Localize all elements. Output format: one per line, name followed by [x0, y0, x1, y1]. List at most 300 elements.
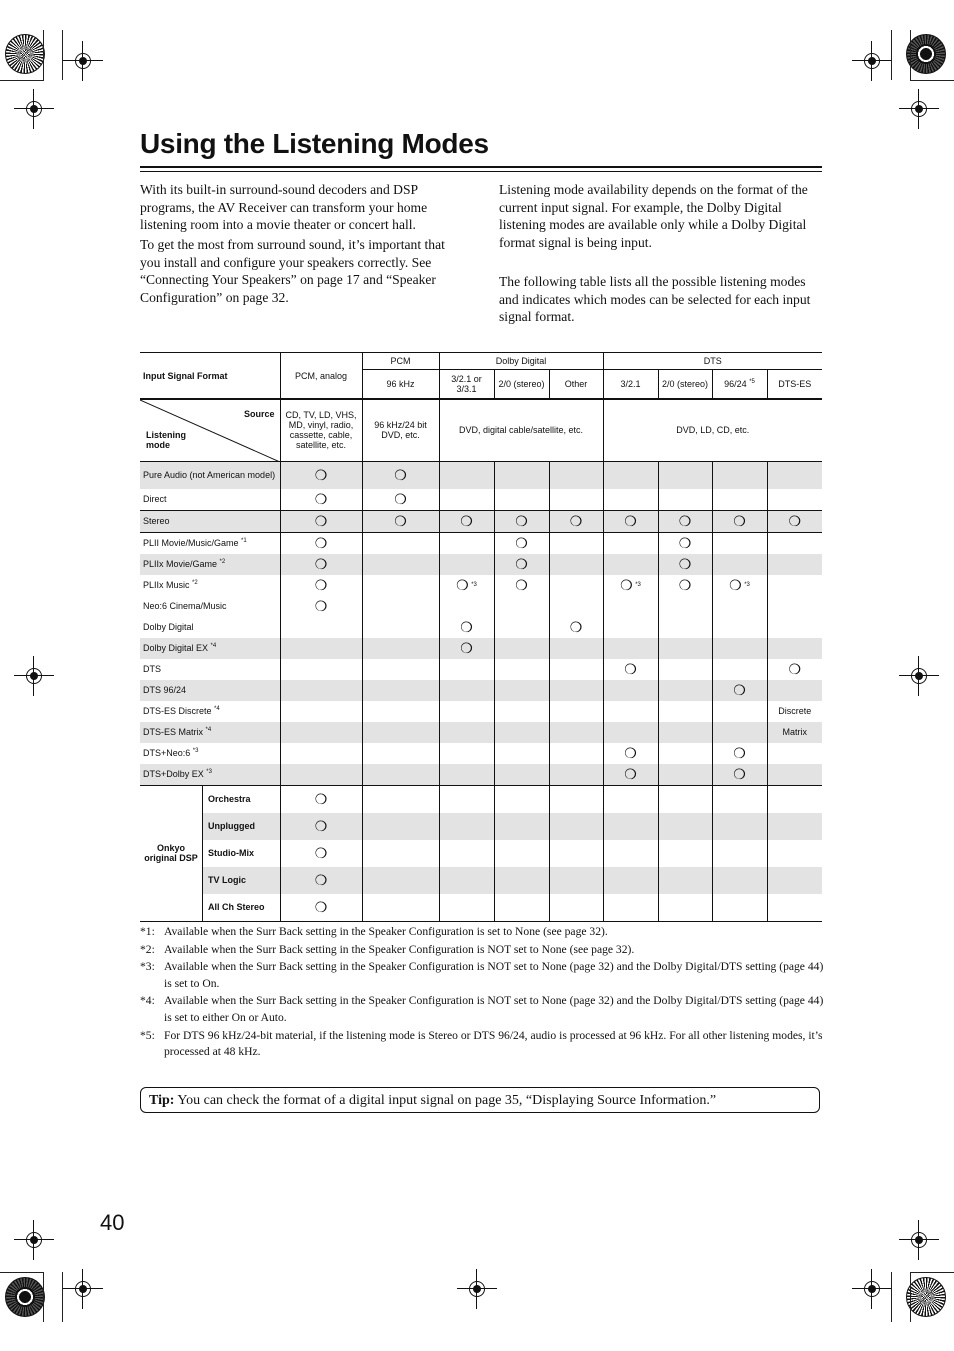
- empty-cell: [362, 532, 439, 554]
- availability-mark: [439, 617, 494, 638]
- empty-cell: [439, 554, 494, 575]
- footnote-5: *5: For DTS 96 kHz/24-bit material, if the listening mode is Stereo or DTS 96/24, audio is processed at 96 kHz. For all other listening modes, it’s processed at 48 kHz.: [140, 1028, 823, 1059]
- empty-cell: [549, 867, 603, 894]
- circle-icon: ❍: [314, 818, 328, 834]
- availability-mark: [280, 596, 362, 617]
- availability-mark: [658, 575, 712, 596]
- empty-cell: [549, 554, 603, 575]
- circle-icon: ❍: [460, 513, 473, 529]
- empty-cell: [767, 461, 822, 489]
- mode-row: [140, 596, 822, 617]
- empty-cell: [362, 554, 439, 575]
- circle-icon: ❍: [624, 766, 637, 782]
- availability-mark: ❍ $^{*3}$: [439, 575, 494, 596]
- header-dd-20: 2/0 (stereo): [494, 370, 549, 400]
- empty-cell: [712, 659, 767, 680]
- circle-icon: ❍: [569, 619, 583, 635]
- empty-cell: [712, 617, 767, 638]
- circle-icon: ❍: [394, 491, 407, 507]
- empty-cell: [439, 743, 494, 764]
- empty-cell: [549, 701, 603, 722]
- empty-cell: [549, 532, 603, 554]
- mode-row: [140, 510, 822, 532]
- availability-mark: [603, 764, 658, 786]
- circle-icon: ❍: [314, 872, 328, 888]
- mode-label: PLIIx Music $^{*2}$: [140, 575, 280, 596]
- empty-cell: [658, 840, 712, 867]
- empty-cell: [712, 722, 767, 743]
- intro-right-paragraph-1: Listening mode availability depends on the format of the current input signal. For example, the Dolby Digital listening modes are available only while a Dolby Digital format signal is being input.: [499, 182, 808, 250]
- empty-cell: [658, 489, 712, 511]
- empty-cell: [549, 894, 603, 922]
- circle-icon: ❍: [314, 535, 328, 551]
- page-title: Using the Listening Modes: [140, 128, 489, 159]
- crosshair-icon: [864, 1281, 880, 1297]
- availability-mark: [603, 659, 658, 680]
- empty-cell: [549, 659, 603, 680]
- mode-label: Neo:6 Cinema/Music: [140, 596, 280, 617]
- availability-mark: [280, 461, 362, 489]
- header-input-signal-format: Input Signal Format: [140, 353, 280, 400]
- empty-cell: [549, 743, 603, 764]
- mode-row: [140, 701, 822, 722]
- circle-icon: ❍: [678, 556, 692, 572]
- empty-cell: [712, 461, 767, 489]
- footnote-1: *1: Available when the Surr Back setting in the Speaker Configuration is set to None (see page 32).: [140, 925, 608, 938]
- empty-cell: [362, 575, 439, 596]
- availability-mark: [362, 510, 439, 532]
- crosshair-icon: [26, 668, 42, 684]
- dts-es-discrete: Discrete: [767, 701, 822, 722]
- empty-cell: [767, 532, 822, 554]
- mode-row: [140, 743, 822, 764]
- empty-cell: [658, 813, 712, 840]
- dsp-mode-label: Unplugged: [203, 813, 280, 840]
- empty-cell: [603, 532, 658, 554]
- mode-label: DTS-ES Discrete $^{*4}$: [140, 701, 280, 722]
- mode-row: [140, 659, 822, 680]
- empty-cell: [549, 680, 603, 701]
- availability-mark: [549, 510, 603, 532]
- mode-row: [140, 461, 822, 489]
- empty-cell: [362, 840, 439, 867]
- empty-cell: [658, 701, 712, 722]
- empty-cell: [439, 813, 494, 840]
- empty-cell: [494, 894, 549, 922]
- empty-cell: [494, 461, 549, 489]
- mode-row: [140, 575, 822, 596]
- tip-text: You can check the format of a digital input signal on page 35, “Displaying Source Information.”: [177, 1093, 717, 1108]
- dsp-mode-label: Studio-Mix: [208, 848, 254, 858]
- dsp-mode-list: [203, 786, 280, 921]
- mode-row: [140, 532, 822, 554]
- empty-cell: [767, 813, 822, 840]
- intro-right-paragraph-2: The following table lists all the possible listening modes and indicates which modes can be selected for each input signal format.: [499, 274, 811, 325]
- empty-cell: [712, 554, 767, 575]
- header-dolby-digital: Dolby Digital: [439, 353, 603, 370]
- empty-cell: [767, 743, 822, 764]
- availability-mark: [712, 764, 767, 786]
- mode-row: [140, 764, 822, 786]
- availability-mark: [494, 554, 549, 575]
- empty-cell: [712, 867, 767, 894]
- empty-cell: [362, 867, 439, 894]
- circle-icon: ❍: [788, 661, 802, 677]
- empty-cell: [603, 785, 658, 813]
- header-dts-es: DTS-ES: [767, 370, 822, 400]
- empty-cell: [603, 840, 658, 867]
- empty-cell: [439, 680, 494, 701]
- empty-cell: [712, 894, 767, 922]
- empty-cell: [362, 894, 439, 922]
- crosshair-icon: [911, 101, 927, 117]
- mode-row: [140, 554, 822, 575]
- empty-cell: [658, 596, 712, 617]
- availability-mark: [280, 554, 362, 575]
- empty-cell: [658, 680, 712, 701]
- mode-row: [140, 680, 822, 701]
- availability-mark: [439, 638, 494, 659]
- circle-icon: ❍: [515, 513, 528, 529]
- dsp-row: [140, 785, 822, 813]
- circle-icon: ❍: [678, 513, 692, 529]
- empty-cell: [494, 596, 549, 617]
- empty-cell: [767, 617, 822, 638]
- crosshair-icon: [911, 668, 927, 684]
- empty-cell: [494, 764, 549, 786]
- header-dts-321: 3/2.1: [603, 370, 658, 400]
- circle-icon: ❍: [733, 513, 746, 529]
- empty-cell: [494, 813, 549, 840]
- availability-mark: [658, 554, 712, 575]
- mode-label: Dolby Digital EX $^{*4}$: [140, 638, 280, 659]
- empty-cell: [280, 743, 362, 764]
- availability-mark: [603, 510, 658, 532]
- mode-row: [140, 638, 822, 659]
- circle-icon: ❍: [456, 577, 469, 593]
- circle-icon: ❍: [394, 513, 407, 529]
- empty-cell: [603, 680, 658, 701]
- availability-mark: [712, 510, 767, 532]
- empty-cell: [280, 617, 362, 638]
- dts-es-matrix: Matrix: [767, 722, 822, 743]
- empty-cell: [658, 617, 712, 638]
- mode-label: DTS: [140, 659, 280, 680]
- circle-icon: ❍: [624, 745, 637, 761]
- empty-cell: [767, 680, 822, 701]
- empty-cell: [362, 638, 439, 659]
- circle-icon: ❍: [314, 598, 328, 614]
- empty-cell: [658, 461, 712, 489]
- circle-icon: ❍: [729, 577, 742, 593]
- source-label: Source: [243, 409, 275, 419]
- empty-cell: [603, 617, 658, 638]
- availability-mark: ❍ $^{*3}$: [712, 575, 767, 596]
- empty-cell: [658, 743, 712, 764]
- availability-mark: [280, 489, 362, 511]
- mode-label: Direct: [140, 489, 280, 511]
- empty-cell: [549, 461, 603, 489]
- mode-label: DTS+Dolby EX $^{*3}$: [140, 764, 280, 786]
- empty-cell: [658, 638, 712, 659]
- mode-row: [140, 489, 822, 511]
- availability-mark: [549, 617, 603, 638]
- registration-wheel-bottom-right: [906, 1277, 946, 1317]
- circle-icon: ❍: [733, 682, 746, 698]
- empty-cell: [280, 680, 362, 701]
- empty-cell: [712, 813, 767, 840]
- header-dts-20: 2/0 (stereo): [658, 370, 712, 400]
- circle-icon: ❍: [314, 556, 328, 572]
- empty-cell: [767, 894, 822, 922]
- availability-mark: [362, 461, 439, 489]
- tip-box: [140, 1087, 820, 1113]
- title-rule-thin: [140, 171, 822, 172]
- availability-mark: [712, 743, 767, 764]
- empty-cell: [712, 489, 767, 511]
- empty-cell: [280, 638, 362, 659]
- availability-mark: [280, 894, 362, 922]
- availability-mark: ❍ $^{*3}$: [603, 575, 658, 596]
- crosshair-icon: [864, 53, 880, 69]
- empty-cell: [658, 894, 712, 922]
- circle-icon: ❍: [620, 577, 633, 593]
- empty-cell: [767, 554, 822, 575]
- empty-cell: [767, 867, 822, 894]
- circle-icon: ❍: [515, 535, 528, 551]
- empty-cell: [603, 894, 658, 922]
- empty-cell: [712, 596, 767, 617]
- availability-mark: [494, 510, 549, 532]
- onkyo-dsp-group: Onkyo original DSP: [140, 786, 203, 921]
- header-pcm-analog: PCM, analog: [280, 353, 362, 400]
- availability-mark: [494, 532, 549, 554]
- empty-cell: [439, 764, 494, 786]
- circle-icon: ❍: [314, 791, 328, 807]
- empty-cell: [767, 489, 822, 511]
- empty-cell: [494, 840, 549, 867]
- mode-row: [140, 722, 822, 743]
- circle-icon: ❍: [515, 577, 528, 593]
- circle-icon: ❍: [788, 513, 802, 529]
- mode-label: Stereo: [140, 510, 280, 532]
- circle-icon: ❍: [314, 467, 328, 483]
- empty-cell: [767, 596, 822, 617]
- empty-cell: [439, 894, 494, 922]
- availability-mark: [767, 659, 822, 680]
- empty-cell: [549, 489, 603, 511]
- empty-cell: [494, 785, 549, 813]
- availability-mark: [494, 575, 549, 596]
- source-dolby-digital: DVD, digital cable/satellite, etc.: [439, 399, 603, 461]
- empty-cell: [712, 785, 767, 813]
- empty-cell: [439, 532, 494, 554]
- crosshair-icon: [26, 101, 42, 117]
- footnote-3: *3: Available when the Surr Back setting in the Speaker Configuration is NOT set to None (page 32) and the Dolby Digital/DTS setting (page 44) is set to On.: [140, 960, 824, 990]
- empty-cell: [439, 701, 494, 722]
- empty-cell: [549, 813, 603, 840]
- empty-cell: [362, 785, 439, 813]
- empty-cell: [767, 638, 822, 659]
- empty-cell: [494, 659, 549, 680]
- empty-cell: [439, 722, 494, 743]
- circle-icon: ❍: [624, 513, 637, 529]
- empty-cell: [658, 785, 712, 813]
- footnote-2: *2: Available when the Surr Back setting in the Speaker Configuration is NOT set to None (see page 32).: [140, 942, 635, 956]
- empty-cell: [439, 659, 494, 680]
- empty-cell: [494, 867, 549, 894]
- empty-cell: [362, 617, 439, 638]
- source-dts: DVD, LD, CD, etc.: [603, 399, 822, 461]
- empty-cell: [712, 840, 767, 867]
- empty-cell: [362, 743, 439, 764]
- empty-cell: [439, 867, 494, 894]
- empty-cell: [439, 785, 494, 813]
- empty-cell: [603, 722, 658, 743]
- empty-cell: [494, 617, 549, 638]
- empty-cell: [712, 638, 767, 659]
- header-pcm: PCM: [362, 353, 439, 370]
- source-mode-diagonal-cell: [140, 399, 280, 461]
- empty-cell: [494, 680, 549, 701]
- empty-cell: [603, 638, 658, 659]
- circle-icon: ❍: [314, 513, 328, 529]
- listening-modes-table: [140, 352, 822, 922]
- empty-cell: [362, 659, 439, 680]
- empty-cell: [439, 461, 494, 489]
- empty-cell: [280, 701, 362, 722]
- empty-cell: [494, 743, 549, 764]
- empty-cell: [549, 785, 603, 813]
- registration-wheel-top-left: [5, 34, 45, 74]
- empty-cell: [767, 575, 822, 596]
- empty-cell: [280, 659, 362, 680]
- crosshair-icon: [469, 1281, 485, 1297]
- availability-mark: [280, 840, 362, 867]
- empty-cell: [658, 722, 712, 743]
- circle-icon: ❍: [314, 577, 328, 593]
- empty-cell: [549, 638, 603, 659]
- empty-cell: [439, 840, 494, 867]
- empty-cell: [767, 785, 822, 813]
- footnotes: [140, 924, 824, 1062]
- empty-cell: [603, 489, 658, 511]
- empty-cell: [439, 489, 494, 511]
- empty-cell: [362, 701, 439, 722]
- crosshair-icon: [75, 1281, 91, 1297]
- empty-cell: [767, 840, 822, 867]
- availability-mark: [280, 785, 362, 813]
- title-rule: [140, 166, 822, 168]
- mode-rows: [140, 461, 822, 785]
- empty-cell: [362, 764, 439, 786]
- crosshair-icon: [911, 1232, 927, 1248]
- header-dd-321: 3/2.1 or 3/3.1: [439, 370, 494, 400]
- registration-wheel-bottom-left: [5, 1277, 45, 1317]
- header-96khz: 96 kHz: [362, 370, 439, 400]
- empty-cell: [494, 722, 549, 743]
- empty-cell: [712, 701, 767, 722]
- availability-mark: [362, 489, 439, 511]
- mode-row: [140, 617, 822, 638]
- empty-cell: [362, 813, 439, 840]
- dsp-rows: [140, 785, 822, 921]
- source-pcm: 96 kHz/24 bit DVD, etc.: [362, 399, 439, 461]
- circle-icon: ❍: [678, 535, 692, 551]
- intro-left-paragraph-2: To get the most from surround sound, it’s important that you install and configure your speakers correctly. See “Connecting Your Speakers” on page 17 and “Speaker Configuration” on page 32.: [140, 237, 445, 305]
- crosshair-icon: [75, 53, 91, 69]
- header-dts-9624: 96/24 $^{*5}$: [712, 370, 767, 400]
- registration-wheel-top-right: [906, 34, 946, 74]
- availability-mark: [280, 867, 362, 894]
- tip-label: Tip:: [149, 1093, 175, 1108]
- empty-cell: [280, 764, 362, 786]
- availability-mark: [280, 813, 362, 840]
- empty-cell: [549, 596, 603, 617]
- empty-cell: [658, 867, 712, 894]
- empty-cell: [658, 764, 712, 786]
- empty-cell: [767, 764, 822, 786]
- empty-cell: [658, 659, 712, 680]
- circle-icon: ❍: [569, 513, 583, 529]
- mode-label: PLIIx Movie/Game $^{*2}$: [140, 554, 280, 575]
- footnote-4: *4: Available when the Surr Back setting in the Speaker Configuration is NOT set to None (page 32) and the Dolby Digital/DTS setting (page 44) is set to either On or Auto.: [140, 994, 824, 1024]
- empty-cell: [603, 596, 658, 617]
- empty-cell: [549, 764, 603, 786]
- empty-cell: [362, 722, 439, 743]
- availability-mark: [712, 680, 767, 701]
- mode-label: DTS-ES Matrix $^{*4}$: [140, 722, 280, 743]
- empty-cell: [603, 813, 658, 840]
- empty-cell: [549, 575, 603, 596]
- circle-icon: ❍: [460, 640, 473, 656]
- dsp-mode-label: TV Logic: [203, 867, 280, 894]
- mode-label: PLII Movie/Music/Game $^{*1}$: [140, 532, 280, 554]
- page-number: 40: [100, 1210, 125, 1235]
- empty-cell: [712, 532, 767, 554]
- circle-icon: ❍: [733, 766, 746, 782]
- source-pcm-analog: CD, TV, LD, VHS, MD, vinyl, radio, cassette, cable, satellite, etc.: [280, 399, 362, 461]
- availability-mark: [280, 532, 362, 554]
- dsp-mode-label: Orchestra: [208, 794, 251, 804]
- availability-mark: [439, 510, 494, 532]
- availability-mark: [658, 532, 712, 554]
- empty-cell: [549, 722, 603, 743]
- availability-mark: [603, 743, 658, 764]
- empty-cell: [280, 722, 362, 743]
- availability-mark: [767, 510, 822, 532]
- empty-cell: [362, 680, 439, 701]
- header-dts: DTS: [603, 353, 822, 370]
- mode-label: Dolby Digital: [140, 617, 280, 638]
- circle-icon: ❍: [624, 661, 637, 677]
- empty-cell: [362, 596, 439, 617]
- circle-icon: ❍: [314, 899, 328, 915]
- availability-mark: [280, 510, 362, 532]
- availability-mark: [658, 510, 712, 532]
- circle-icon: ❍: [460, 619, 473, 635]
- empty-cell: [603, 867, 658, 894]
- empty-cell: [494, 701, 549, 722]
- empty-cell: [603, 461, 658, 489]
- circle-icon: ❍: [733, 745, 746, 761]
- mode-label: Pure Audio (not American model): [140, 461, 280, 489]
- empty-cell: [603, 701, 658, 722]
- header-dd-other: Other: [549, 370, 603, 400]
- circle-icon: ❍: [394, 467, 407, 483]
- mode-label: DTS+Neo:6 $^{*3}$: [140, 743, 280, 764]
- circle-icon: ❍: [678, 577, 692, 593]
